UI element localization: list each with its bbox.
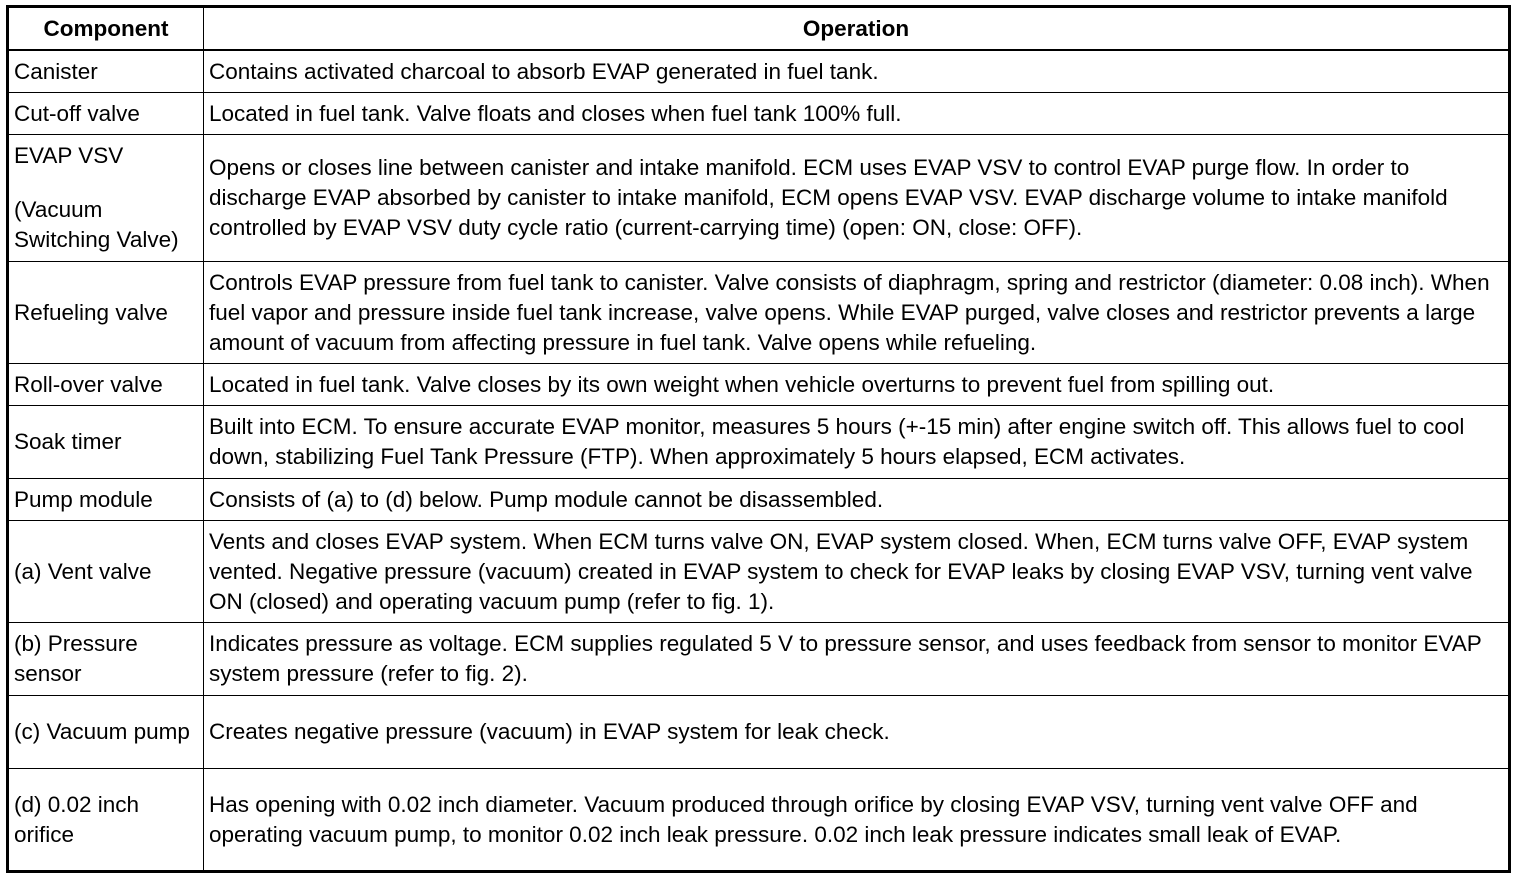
operation-cell: Creates negative pressure (vacuum) in EVAP system for leak check. (204, 696, 1510, 769)
operation-cell: Vents and closes EVAP system. When ECM turns valve ON, EVAP system closed. When, ECM turns valve OFF, EVAP system vented. Negative pressure (vacuum) created in EVAP system to check for EVAP leaks by closing EVAP VSV, turning vent valve ON (closed) and operating vacuum pump (refer to fig. 1). (204, 521, 1510, 623)
operation-cell: Has opening with 0.02 inch diameter. Vacuum produced through orifice by closing EVAP VSV, turning vent valve OFF and operating vacuum pump, to monitor 0.02 inch leak pressure. 0.02 inch leak pressure indicates small leak of EVAP. (204, 769, 1510, 872)
operation-cell: Built into ECM. To ensure accurate EVAP monitor, measures 5 hours (+-15 min) after engine switch off. This allows fuel to cool down, stabilizing Fuel Tank Pressure (FTP). When approximately 5 hours elapsed, ECM activates. (204, 406, 1510, 479)
table-row-pressure-sensor (8, 623, 1510, 696)
table-row-cut-off-valve (8, 93, 1510, 135)
table-row-canister (8, 50, 1510, 93)
component-note: (Vacuum Switching Valve) (14, 197, 179, 252)
component-cell: Canister (8, 50, 204, 93)
operation-cell: Contains activated charcoal to absorb EVAP generated in fuel tank. (204, 50, 1510, 93)
table-row-orifice (8, 769, 1510, 872)
table-row-pump-module (8, 479, 1510, 521)
header-row (8, 7, 1510, 51)
table-row-soak-timer (8, 406, 1510, 479)
component-cell (8, 135, 204, 262)
operation-cell: Consists of (a) to (d) below. Pump module cannot be disassembled. (204, 479, 1510, 521)
component-name: EVAP VSV (14, 143, 124, 168)
component-cell: Refueling valve (8, 262, 204, 364)
component-cell: (a) Vent valve (8, 521, 204, 623)
operation-cell: Located in fuel tank. Valve closes by its own weight when vehicle overturns to prevent fuel from spilling out. (204, 364, 1510, 406)
header-operation: Operation (204, 7, 1510, 51)
header-component: Component (8, 7, 204, 51)
component-cell: (d) 0.02 inch orifice (8, 769, 204, 872)
table-row-evap-vsv (8, 135, 1510, 262)
table-row-vacuum-pump (8, 696, 1510, 769)
table-row-refueling-valve (8, 262, 1510, 364)
operation-cell: Located in fuel tank. Valve floats and closes when fuel tank 100% full. (204, 93, 1510, 135)
table-row-roll-over-valve (8, 364, 1510, 406)
operation-cell: Controls EVAP pressure from fuel tank to canister. Valve consists of diaphragm, spring and restrictor (diameter: 0.08 inch). When fuel vapor and pressure inside fuel tank increase, valve opens. While EVAP purged, valve closes and restrictor prevents a large amount of vacuum from affecting pressure in fuel tank. Valve opens while refueling. (204, 262, 1510, 364)
component-cell: (b) Pressure sensor (8, 623, 204, 696)
component-cell: Pump module (8, 479, 204, 521)
component-operation-table (6, 5, 1511, 873)
component-cell: Cut-off valve (8, 93, 204, 135)
operation-cell: Opens or closes line between canister and intake manifold. ECM uses EVAP VSV to control EVAP purge flow. In order to discharge EVAP absorbed by canister to intake manifold, ECM opens EVAP VSV. EVAP discharge volume to intake manifold controlled by EVAP VSV duty cycle ratio (current-carrying time) (open: ON, close: OFF). (204, 135, 1510, 262)
component-cell: (c) Vacuum pump (8, 696, 204, 769)
operation-cell: Indicates pressure as voltage. ECM supplies regulated 5 V to pressure sensor, and uses feedback from sensor to monitor EVAP system pressure (refer to fig. 2). (204, 623, 1510, 696)
component-cell: Roll-over valve (8, 364, 204, 406)
table-row-vent-valve (8, 521, 1510, 623)
component-cell: Soak timer (8, 406, 204, 479)
